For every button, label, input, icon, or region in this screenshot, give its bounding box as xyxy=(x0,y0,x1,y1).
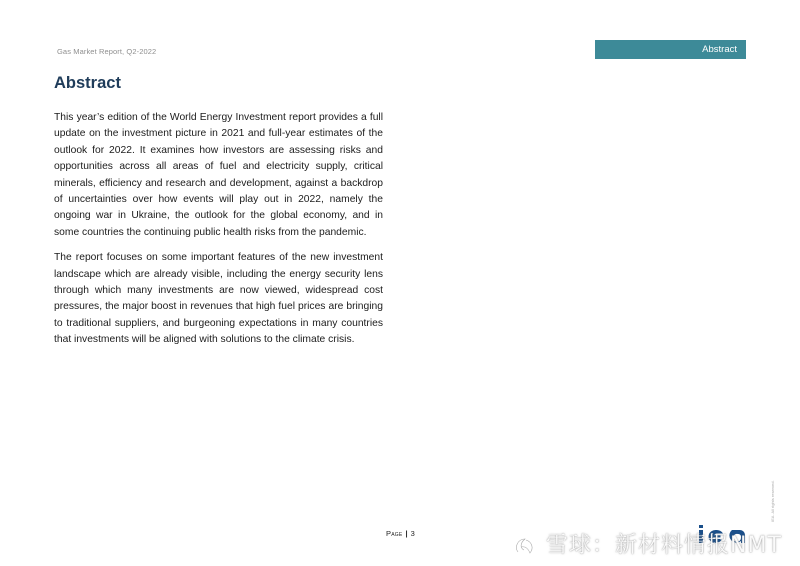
page-title: Abstract xyxy=(54,74,121,92)
page-number xyxy=(386,529,415,538)
paragraph: The report focuses on some important features of the new investment landscape which are already visible, including the energy security lens through which many investments are now viewed, widespread cost pressures, the major boost in revenues that high fuel prices are bringing to traditional suppliers, and burgeoning expectations in many countries that investments will be aligned with solutions to the climate crisis. xyxy=(54,252,383,346)
snowball-logo-icon xyxy=(512,535,538,557)
section-tab-label: Abstract xyxy=(702,44,737,55)
page-word: Page xyxy=(386,529,403,538)
watermark xyxy=(512,528,782,559)
abstract-body xyxy=(54,110,383,358)
section-tab xyxy=(595,40,746,59)
page-number-value: 3 xyxy=(410,529,415,538)
paragraph: This year’s edition of the World Energy Investment report provides a full update on the investment picture in 2021 and full-year estimates of the outlook for 2022. It examines how investors are assessing risks and opportunities across all areas of fuel and electricity supply, critical minerals, efficiency and research and development, against a backdrop of uncertainties over how events will play out in 2022, namely the ongoing war in Ukraine, the outlook for the global economy, and in some countries the continuing public health risks from the pandemic. xyxy=(54,112,383,238)
page-separator: | xyxy=(405,529,408,538)
report-header-title: Gas Market Report, Q2-2022 xyxy=(57,47,157,56)
copyright-side-text: IEA. All rights reserved. xyxy=(770,480,775,522)
watermark-text: 雪球：新材料情报NMT xyxy=(546,533,782,558)
